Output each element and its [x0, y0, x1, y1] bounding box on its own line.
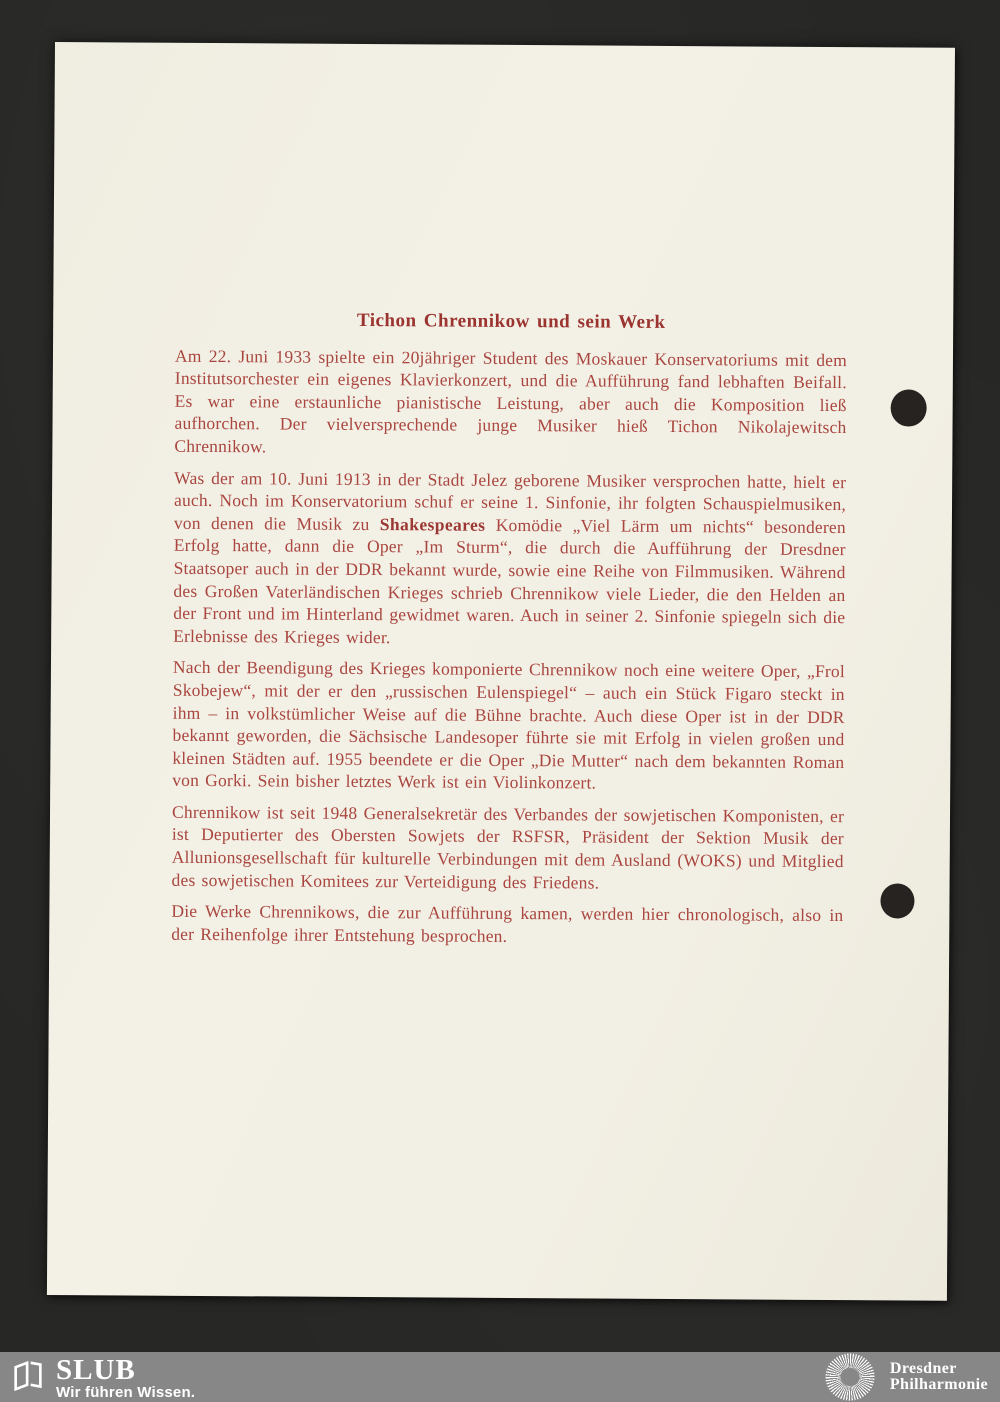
page-title: Tichon Chrennikow und sein Werk — [356, 309, 666, 333]
paragraph: Nach der Beendigung des Krieges komponierte Chrennikow noch eine weitere Oper, „Frol Skobejew“, mit der er den „russischen Eulenspiegel“ – auch ein Stück Figaro steckt in ihm – in volkstümlicher Weise auf die Bühne brachte. Auch diese Oper ist in der DDR bekannt geworden, die Sächsische Landesoper führte sie mit Erfolg in vielen großen und kleinen Städten auf. 1955 beendete er die Oper „Die Mutter“ nach dem bekannten Roman von Gorki. Sein bisher letztes Werk ist ein Violinkonzert. — [172, 657, 846, 793]
slub-logo — [13, 1356, 195, 1401]
slub-tagline: Wir führen Wissen. — [56, 1384, 196, 1401]
paragraph — [173, 466, 846, 651]
paragraph: Die Werke Chrennikows, die zur Aufführung kamen, werden hier chronologisch, also in der Reihenfolge ihrer Entstehung besprochen. — [171, 901, 844, 946]
document-text-block — [171, 309, 847, 959]
dresdner-philharmonie-logo — [825, 1352, 988, 1402]
slub-text — [56, 1356, 195, 1401]
slub-name: SLUB — [56, 1354, 136, 1386]
scanned-document-page — [47, 42, 955, 1301]
hole-punch-mark — [880, 883, 914, 918]
emphasized-name: Shakespeares — [379, 513, 486, 535]
philharmonie-line2: Philharmonie — [889, 1376, 988, 1393]
paragraph: Am 22. Juni 1933 spielte ein 20jähriger Student des Moskauer Konservatoriums mit dem Institutsorchester ein eigenes Klavierkonzert, und die Aufführung fand lebhaften Beifall. Es war eine erstaunliche pianistische Leistung, aber auch die Komposition ließ aufhorchen. Der vielversprechende junge Musiker hieß Tichon Nikolajewitsch Chrennikow. — [174, 345, 848, 457]
paragraph: Chrennikow ist seit 1948 Generalsekretär des Verbandes der sowjetischen Komponisten, er ist Deputierter des Obersten Sowjets der RSFSR, Präsident der Sektion Musik der Allunionsgesellschaft für kulturelle Verbindungen mit dem Ausland (WOKS) und Mitglied des sowjetischen Komitees zur Verteidigung des Friedens. — [171, 801, 845, 893]
branding-footer-bar — [0, 1352, 1000, 1402]
starburst-icon — [825, 1353, 875, 1401]
philharmonie-text — [890, 1361, 988, 1394]
philharmonie-line1: Dresdner — [889, 1359, 957, 1377]
open-book-icon — [13, 1359, 43, 1393]
hole-punch-mark — [891, 389, 927, 426]
paragraph-text: Komödie „Viel Lärm um nichts“ besonderen Erfolg hatte, dann die Oper „Im Sturm“, die durch die Aufführung der Dresdner Staatsoper auch in der DDR bekannt wurde, sowie eine Reihe von Filmmusiken. Während des Großen Vaterländischen Krieges schrieb Chrennikow viele Lieder, die den Helden an der Front und im Hinterland gewidmet waren. Auch in seiner 2. Sinfonie spiegeln sich die Erlebnisse des Krieges wider. — [173, 514, 846, 647]
paragraph-text: Was der am 10. Juni 1913 in der Stadt Jelez geborene Musiker versprochen hatte, hielt er auch. Noch im Konservatorium schuf er seine 1. Sinfonie, ihr folgten Schauspielmusiken, von denen die Musik zu — [173, 467, 847, 534]
